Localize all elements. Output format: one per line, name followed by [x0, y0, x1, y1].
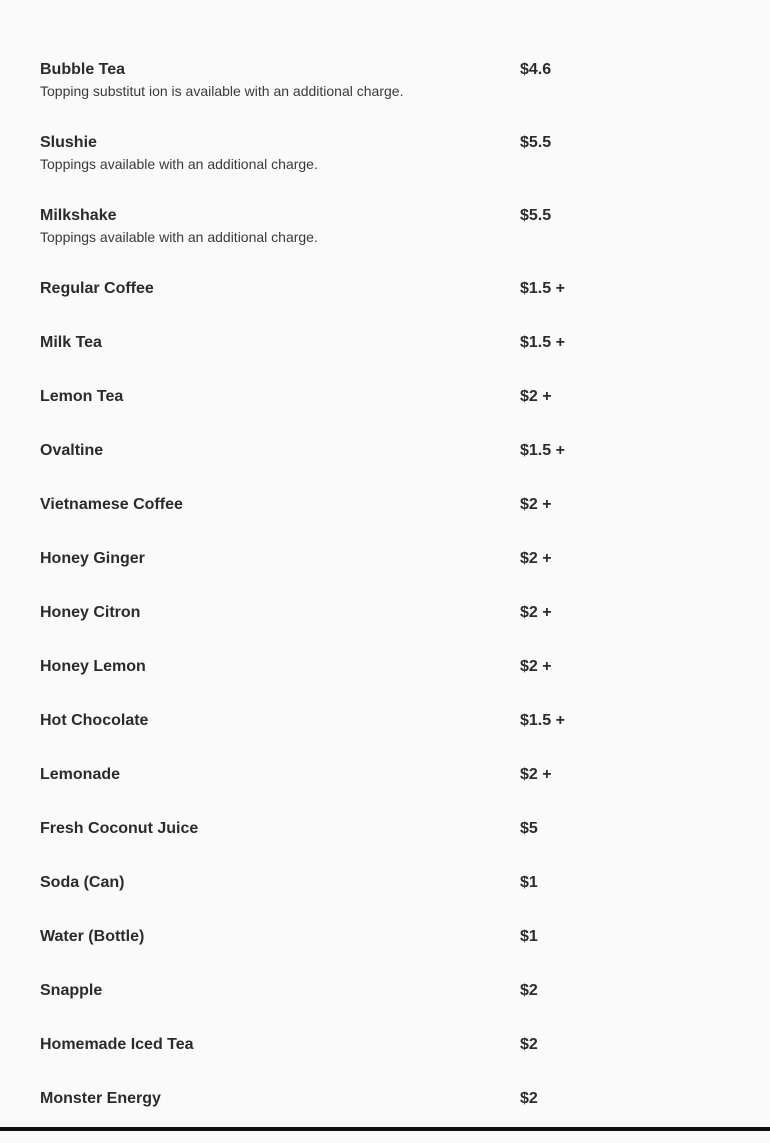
- item-name: Fresh Coconut Juice: [40, 820, 199, 837]
- item-name: Monster Energy: [40, 1090, 161, 1107]
- item-name: Regular Coffee: [40, 280, 154, 297]
- menu-item-lemonade[interactable]: [40, 765, 740, 819]
- menu-item-water-bottle[interactable]: [40, 927, 740, 981]
- menu-item-monster-energy[interactable]: [40, 1089, 740, 1143]
- item-name: Vietnamese Coffee: [40, 496, 183, 513]
- item-name: Honey Lemon: [40, 658, 146, 675]
- menu-item-hot-chocolate[interactable]: [40, 711, 740, 765]
- item-description: Toppings available with an additional charge.: [40, 156, 318, 172]
- menu-item-soda-can[interactable]: [40, 873, 740, 927]
- item-name: Milkshake: [40, 207, 117, 224]
- menu-item-milkshake[interactable]: [40, 206, 740, 279]
- bottom-divider-bar: [0, 1127, 770, 1131]
- item-price: $2 +: [520, 604, 552, 621]
- menu-item-snapple[interactable]: [40, 981, 740, 1035]
- item-description: Topping substitut ion is available with an additional charge.: [40, 83, 404, 99]
- menu-item-fresh-coconut-juice[interactable]: [40, 819, 740, 873]
- item-price: $4.6: [520, 61, 552, 78]
- item-price: $2 +: [520, 496, 552, 513]
- item-price: $2: [520, 1036, 538, 1053]
- item-name: Honey Citron: [40, 604, 141, 621]
- menu-item-lemon-tea[interactable]: [40, 387, 740, 441]
- item-price: $1: [520, 928, 538, 945]
- menu-item-honey-lemon[interactable]: [40, 657, 740, 711]
- menu-item-honey-citron[interactable]: [40, 603, 740, 657]
- item-price: $5.5: [520, 207, 552, 224]
- item-price: $1: [520, 874, 538, 891]
- menu-item-ovaltine[interactable]: [40, 441, 740, 495]
- item-price: $5.5: [520, 134, 552, 151]
- item-price: $2 +: [520, 658, 552, 675]
- item-description: Toppings available with an additional charge.: [40, 229, 318, 245]
- menu-item-bubble-tea[interactable]: [40, 60, 740, 133]
- menu-item-regular-coffee[interactable]: [40, 279, 740, 333]
- item-name: Hot Chocolate: [40, 712, 149, 729]
- item-price: $1.5 +: [520, 712, 565, 729]
- item-name: Homemade Iced Tea: [40, 1036, 194, 1053]
- item-name: Ovaltine: [40, 442, 104, 459]
- item-name: Honey Ginger: [40, 550, 145, 567]
- menu-item-vietnamese-coffee[interactable]: [40, 495, 740, 549]
- item-price: $5: [520, 820, 538, 837]
- item-price: $2: [520, 1090, 538, 1107]
- menu-item-milk-tea[interactable]: [40, 333, 740, 387]
- item-name: Bubble Tea: [40, 61, 126, 78]
- item-price: $2: [520, 982, 538, 999]
- menu-item-honey-ginger[interactable]: [40, 549, 740, 603]
- item-price: $1.5 +: [520, 280, 565, 297]
- item-price: $1.5 +: [520, 334, 565, 351]
- item-price: $1.5 +: [520, 442, 565, 459]
- drinks-menu-list: [40, 60, 740, 1143]
- item-price: $2 +: [520, 388, 552, 405]
- menu-item-homemade-iced-tea[interactable]: [40, 1035, 740, 1089]
- item-price: $2 +: [520, 766, 552, 783]
- item-name: Lemonade: [40, 766, 121, 783]
- item-name: Lemon Tea: [40, 388, 124, 405]
- item-name: Soda (Can): [40, 874, 125, 891]
- item-name: Snapple: [40, 982, 103, 999]
- item-name: Slushie: [40, 134, 97, 151]
- menu-item-slushie[interactable]: [40, 133, 740, 206]
- item-price: $2 +: [520, 550, 552, 567]
- item-name: Water (Bottle): [40, 928, 145, 945]
- item-name: Milk Tea: [40, 334, 102, 351]
